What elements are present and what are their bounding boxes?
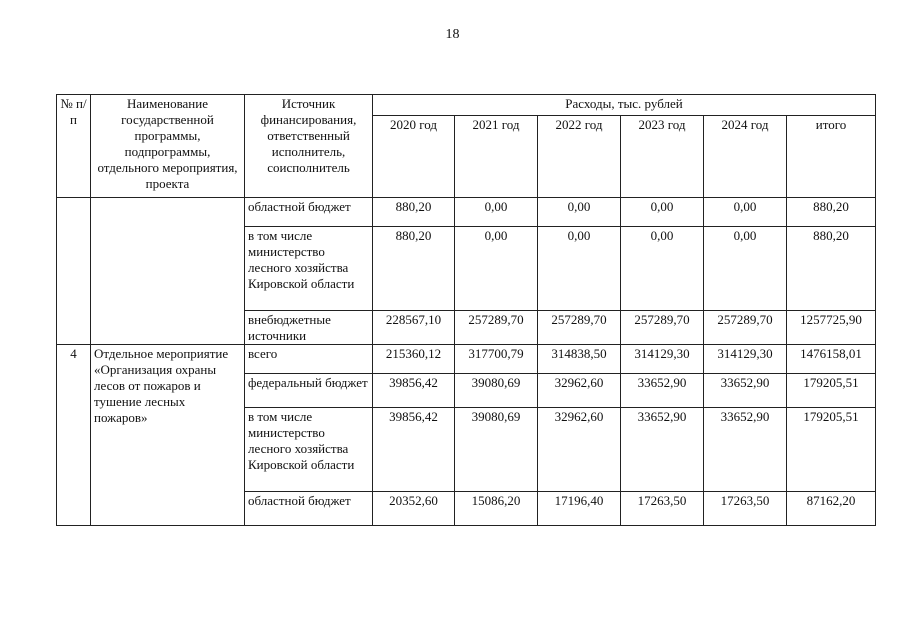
header-year-2021: 2021 год bbox=[455, 116, 538, 198]
value-2021: 317700,79 bbox=[455, 345, 538, 374]
header-year-2020: 2020 год bbox=[373, 116, 455, 198]
header-year-2024: 2024 год bbox=[704, 116, 787, 198]
row-source: областной бюджет bbox=[245, 198, 373, 227]
value-2024: 0,00 bbox=[704, 198, 787, 227]
value-2020: 228567,10 bbox=[373, 311, 455, 345]
value-total: 87162,20 bbox=[787, 492, 876, 526]
row-source: областной бюджет bbox=[245, 492, 373, 526]
value-total: 179205,51 bbox=[787, 408, 876, 492]
value-2024: 33652,90 bbox=[704, 408, 787, 492]
header-source: Источник финансирования, ответственный исполнитель, соисполнитель bbox=[245, 95, 373, 198]
row-source: федеральный бюджет bbox=[245, 374, 373, 408]
value-2020: 39856,42 bbox=[373, 408, 455, 492]
value-2022: 0,00 bbox=[538, 198, 621, 227]
value-2023: 33652,90 bbox=[621, 374, 704, 408]
value-2023: 314129,30 bbox=[621, 345, 704, 374]
value-2021: 0,00 bbox=[455, 198, 538, 227]
header-no: № п/п bbox=[57, 95, 91, 198]
value-2023: 257289,70 bbox=[621, 311, 704, 345]
value-total: 179205,51 bbox=[787, 374, 876, 408]
header-name: Наименование государственной программы, подпрограммы, отдельного мероприятия, проекта bbox=[91, 95, 245, 198]
value-2020: 215360,12 bbox=[373, 345, 455, 374]
value-2020: 880,20 bbox=[373, 227, 455, 311]
value-2021: 15086,20 bbox=[455, 492, 538, 526]
row-source: всего bbox=[245, 345, 373, 374]
value-2020: 39856,42 bbox=[373, 374, 455, 408]
value-2022: 257289,70 bbox=[538, 311, 621, 345]
header-total: итого bbox=[787, 116, 876, 198]
value-total: 880,20 bbox=[787, 227, 876, 311]
value-total: 1476158,01 bbox=[787, 345, 876, 374]
table-row bbox=[57, 345, 876, 374]
header-year-2022: 2022 год bbox=[538, 116, 621, 198]
row-name bbox=[91, 198, 245, 345]
value-total: 1257725,90 bbox=[787, 311, 876, 345]
header-expenses: Расходы, тыс. рублей bbox=[373, 95, 876, 116]
value-2024: 0,00 bbox=[704, 227, 787, 311]
value-2021: 39080,69 bbox=[455, 374, 538, 408]
row-source: в том числе министерство лесного хозяйства Кировской области bbox=[245, 408, 373, 492]
header-year-2023: 2023 год bbox=[621, 116, 704, 198]
value-2021: 257289,70 bbox=[455, 311, 538, 345]
value-2023: 17263,50 bbox=[621, 492, 704, 526]
row-no bbox=[57, 198, 91, 345]
value-2020: 880,20 bbox=[373, 198, 455, 227]
row-source: в том числе министерство лесного хозяйства Кировской области bbox=[245, 227, 373, 311]
value-2022: 0,00 bbox=[538, 227, 621, 311]
page-number: 18 bbox=[445, 27, 460, 42]
value-2024: 257289,70 bbox=[704, 311, 787, 345]
value-2023: 0,00 bbox=[621, 227, 704, 311]
row-name: Отдельное мероприятие «Организация охраны лесов от пожаров и тушение лесных пожаров» bbox=[91, 345, 245, 526]
value-2020: 20352,60 bbox=[373, 492, 455, 526]
value-2024: 314129,30 bbox=[704, 345, 787, 374]
value-2023: 0,00 bbox=[621, 198, 704, 227]
row-no: 4 bbox=[57, 345, 91, 526]
value-2022: 32962,60 bbox=[538, 374, 621, 408]
value-2024: 33652,90 bbox=[704, 374, 787, 408]
value-2022: 314838,50 bbox=[538, 345, 621, 374]
header-row-1 bbox=[57, 95, 876, 116]
row-source: внебюджетные источники bbox=[245, 311, 373, 345]
value-2021: 0,00 bbox=[455, 227, 538, 311]
value-2022: 17196,40 bbox=[538, 492, 621, 526]
table-row bbox=[57, 198, 876, 227]
value-2024: 17263,50 bbox=[704, 492, 787, 526]
value-2023: 33652,90 bbox=[621, 408, 704, 492]
value-2022: 32962,60 bbox=[538, 408, 621, 492]
budget-table bbox=[56, 94, 876, 526]
value-total: 880,20 bbox=[787, 198, 876, 227]
value-2021: 39080,69 bbox=[455, 408, 538, 492]
